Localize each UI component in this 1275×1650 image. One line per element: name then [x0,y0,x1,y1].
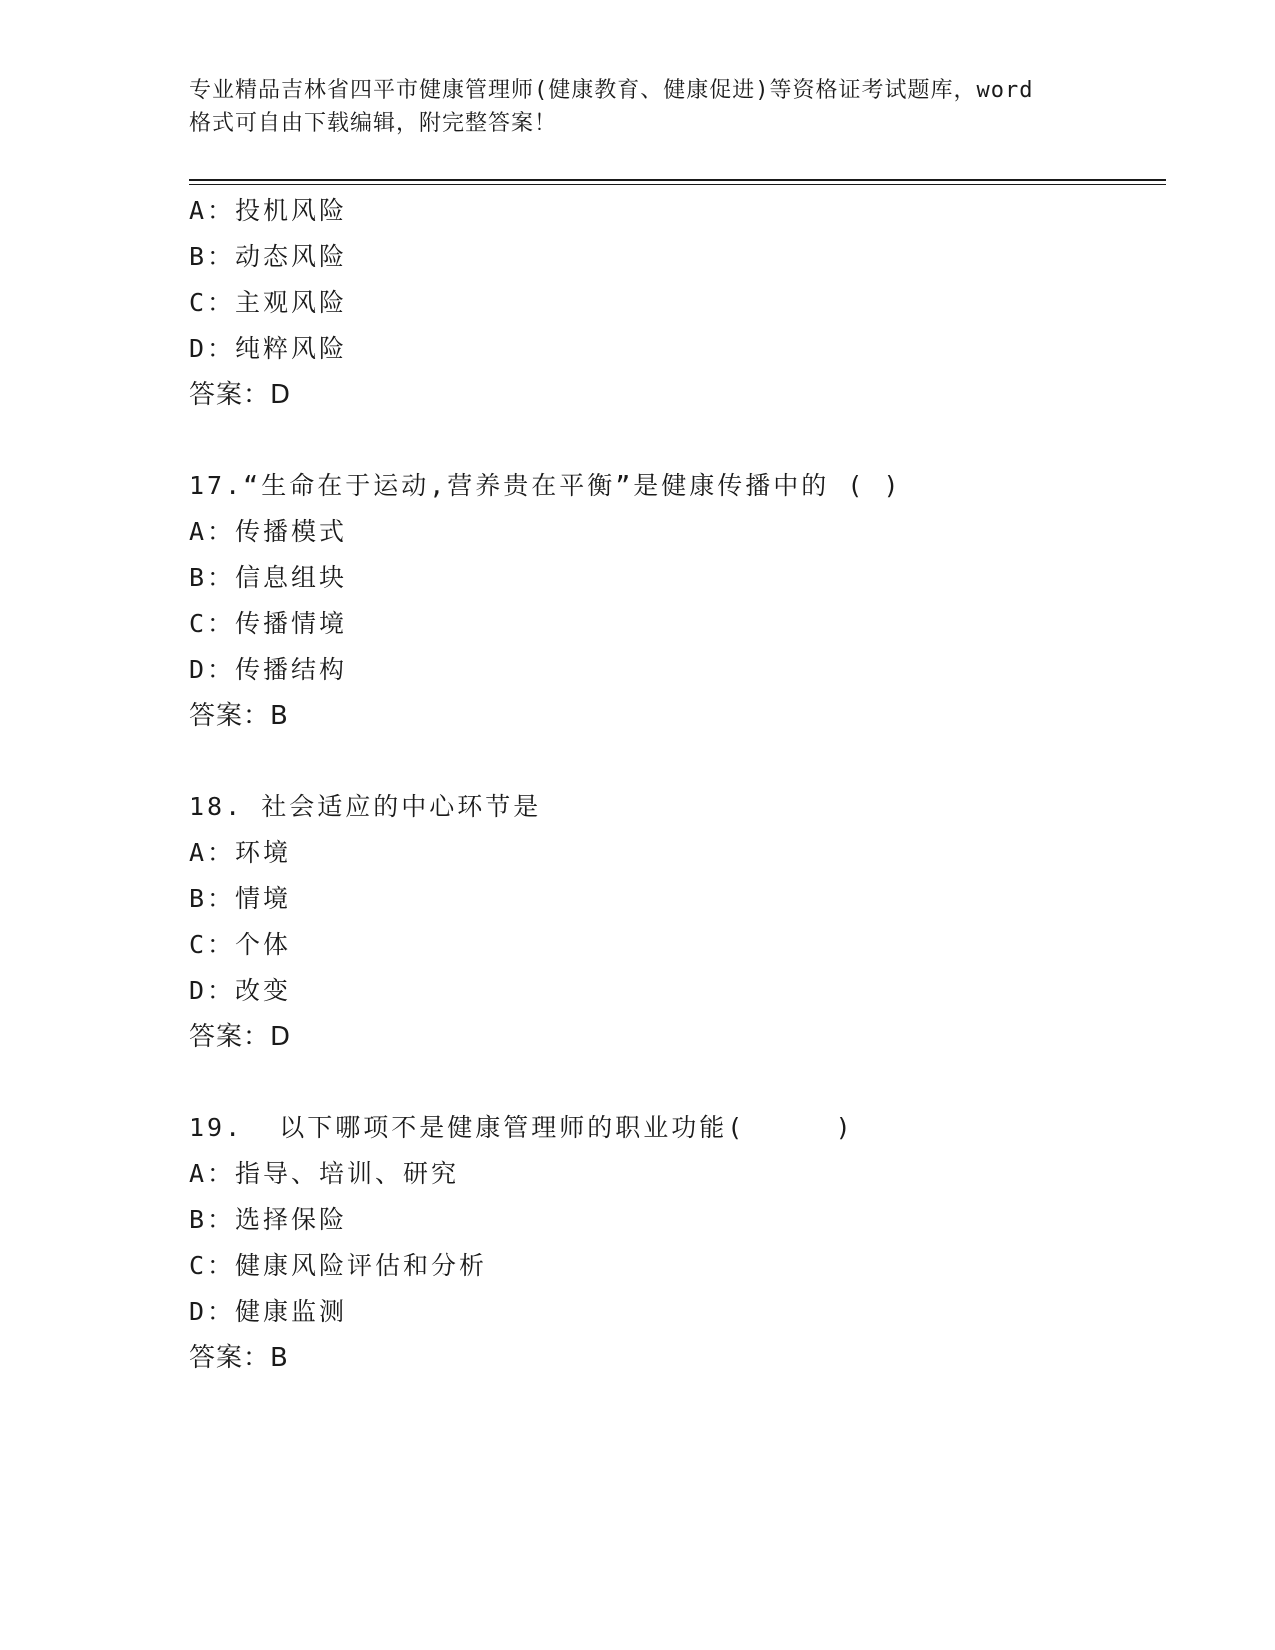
option-d: D：健康监测 [189,1297,348,1326]
spacer [189,739,1166,784]
answer-line: 答案：B [189,1343,289,1373]
option-a: A：投机风险 [189,196,348,225]
header-line-1: 专业精品吉林省四平市健康管理师(健康教育、健康促进)等资格证考试题库，word [189,78,1034,103]
option-c: C：个体 [189,930,292,959]
answer-line: 答案：B [189,701,289,731]
answer-line: 答案：D [189,380,292,410]
header-rule-thin [189,184,1166,185]
option-c: C：传播情境 [189,609,348,638]
option-b: B：情境 [189,884,292,913]
question-text: 18. 社会适应的中心环节是 [189,792,542,821]
header-line-2: 格式可自由下载编辑，附完整答案！ [189,111,558,136]
option-a: A：环境 [189,838,292,867]
question-text: 17.“生命在于运动,营养贵在平衡”是健康传播中的 ( ) [189,471,902,500]
option-d: D：纯粹风险 [189,334,348,363]
option-b: B：信息组块 [189,563,348,592]
option-b: B：动态风险 [189,242,348,271]
question-text: 19. 以下哪项不是健康管理师的职业功能( ) [189,1113,854,1142]
question-block-18 [189,784,1166,1060]
option-b: B：选择保险 [189,1205,348,1234]
document-header [189,74,1089,140]
option-a: A：指导、培训、研究 [189,1159,460,1188]
question-block-19 [189,1105,1166,1381]
option-c: C：主观风险 [189,288,348,317]
answer-line: 答案：D [189,1022,292,1052]
spacer [189,1060,1166,1105]
question-block-16 [189,188,1166,418]
spacer [189,418,1166,463]
question-block-17 [189,463,1166,739]
option-d: D：改变 [189,976,292,1005]
question-list [189,188,1166,1381]
option-d: D：传播结构 [189,655,348,684]
option-c: C：健康风险评估和分析 [189,1251,488,1280]
header-rule-thick [189,179,1166,181]
option-a: A：传播模式 [189,517,348,546]
